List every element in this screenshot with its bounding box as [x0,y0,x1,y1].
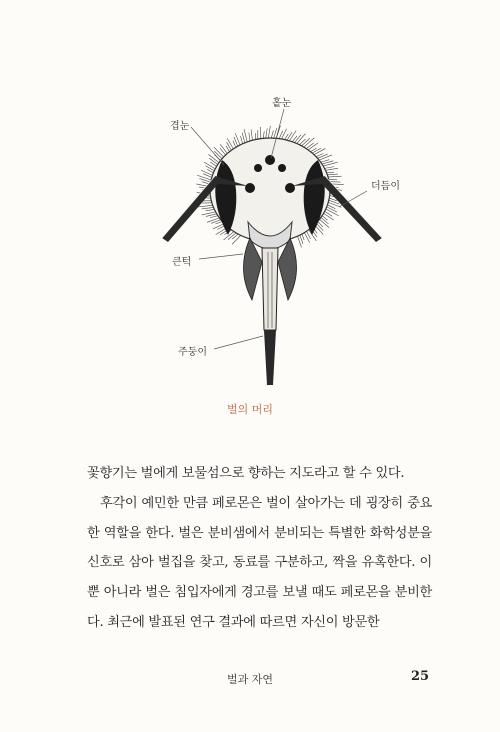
mandible-left [243,238,262,300]
label-proboscis: 주둥이 [178,347,207,358]
proboscis-base [262,248,278,330]
paragraph-2: 후각이 예민한 만큼 페로몬은 벌이 살아가는 데 굉장히 중요한 역할을 한다. 벌은 분비샘에서 분비되는 특별한 화학성분을 신호로 삼아 벌집을 찾고, 동료를 구분하고, 짝을 유혹한다. 이뿐 아니라 벌은 침입자에게 경고를 보낼 때도 페로몬을 분비한다. 최근에 발표된 연구 결과에 따르면 자신이 방문한 [87,495,432,630]
paragraph-1: 꽃향기는 벌에게 보물섬으로 향하는 지도라고 할 수 있다. [87,466,405,481]
ocellus-left [254,164,262,172]
ocellus-center [265,155,275,165]
antenna-socket-right [285,183,295,193]
mandible-right [278,238,297,300]
label-compound-eye: 겹눈 [170,121,190,132]
figure-caption: 벌의 머리 [226,403,273,416]
proboscis-tip [264,330,276,385]
ocellus-right [278,164,286,172]
label-mandible: 큰턱 [172,257,192,268]
running-footer-title: 벌과 자연 [226,673,273,686]
page-number: 25 [411,669,430,684]
antenna-socket-left [245,183,255,193]
label-ocelli: 홑눈 [272,98,292,109]
label-antenna: 더듬이 [371,181,400,192]
body-text [87,459,432,638]
